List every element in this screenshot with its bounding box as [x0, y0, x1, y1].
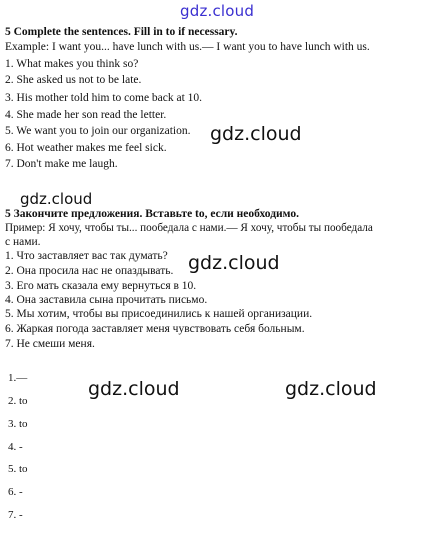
watermark: gdz.cloud [188, 252, 280, 274]
english-item: 2. She asked us not to be late. [5, 74, 142, 86]
russian-item: 4. Она заставила сына прочитать письмо. [5, 294, 208, 306]
answer-item: 4. - [8, 441, 23, 453]
english-item: 4. She made her son read the letter. [5, 109, 167, 121]
watermark: gdz.cloud [210, 123, 302, 145]
english-item: 5. We want you to join our organization. [5, 125, 191, 137]
russian-item: 5. Мы хотим, чтобы вы присоединились к нашей организации. [5, 308, 313, 320]
english-example: Example: I want you... have lunch with us.— I want you to have lunch with us. [5, 41, 370, 53]
russian-item: 7. Не смеши меня. [5, 338, 95, 350]
russian-heading: 5 Закончите предложения. Вставьте to, если необходимо. [5, 208, 299, 220]
russian-item: 6. Жаркая погода заставляет меня чувствовать себя больным. [5, 323, 305, 335]
english-item: 6. Hot weather makes me feel sick. [5, 142, 167, 154]
watermark: gdz.cloud [20, 190, 93, 208]
russian-item: 1. Что заставляет вас так думать? [5, 250, 168, 262]
english-item: 1. What makes you think so? [5, 58, 139, 70]
english-item: 7. Don't make me laugh. [5, 158, 118, 170]
english-item: 3. His mother told him to come back at 10. [5, 92, 203, 104]
russian-item: 2. Она просила нас не опаздывать. [5, 265, 174, 277]
answer-item: 2. to [8, 395, 28, 407]
answer-item: 3. to [8, 418, 28, 430]
russian-item: 3. Его мать сказала ему вернуться в 10. [5, 280, 197, 292]
answer-item: 1.— [8, 372, 28, 384]
watermark: gdz.cloud [285, 378, 377, 400]
watermark: gdz.cloud [88, 378, 180, 400]
answer-item: 7. - [8, 509, 23, 521]
english-heading: 5 Complete the sentences. Fill in to if necessary. [5, 26, 238, 38]
russian-example: Пример: Я хочу, чтобы ты... пообедала с нами.— Я хочу, чтобы ты пообедала [5, 222, 373, 234]
answer-item: 5. to [8, 463, 28, 475]
russian-example-cont: с нами. [5, 236, 41, 248]
answer-item: 6. - [8, 486, 23, 498]
watermark-top: gdz.cloud [180, 2, 255, 20]
